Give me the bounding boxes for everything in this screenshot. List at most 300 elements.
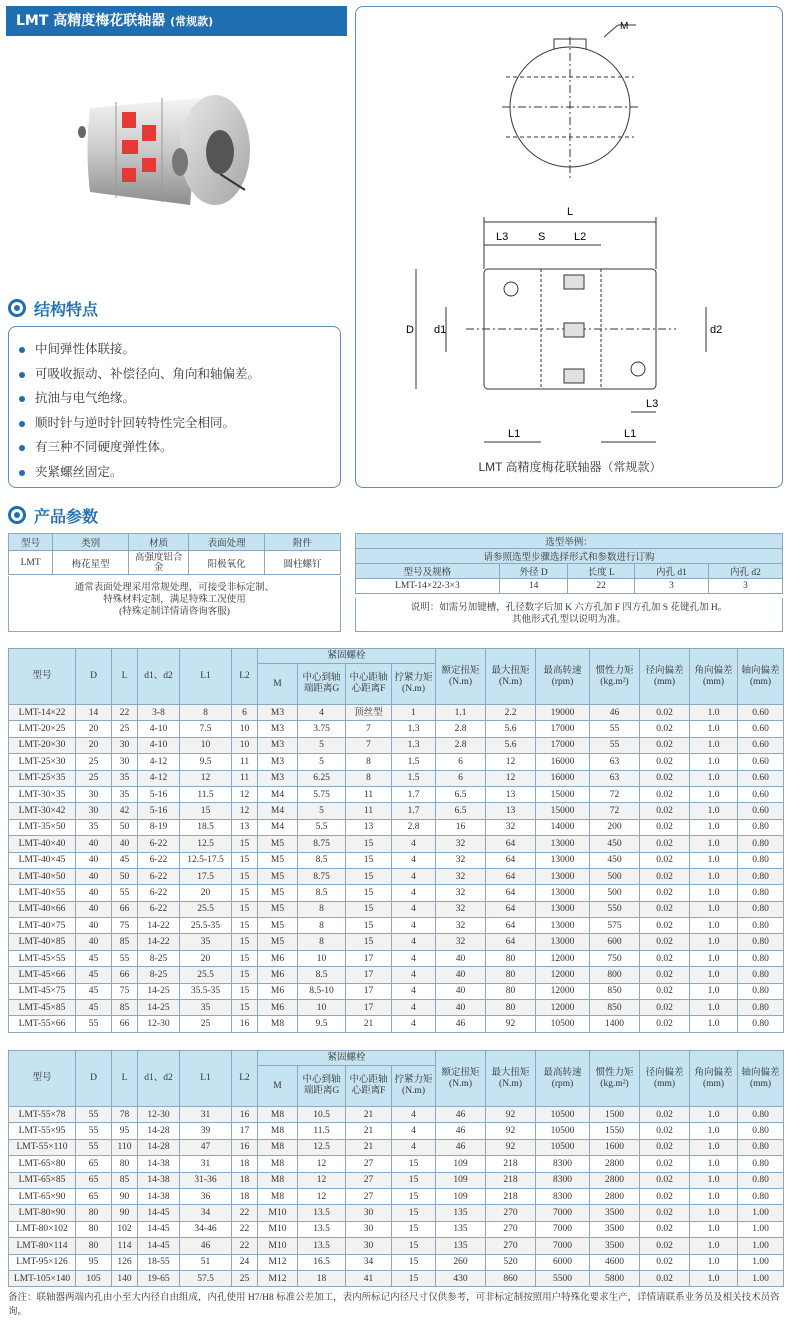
table-cell: 4: [298, 705, 346, 721]
table-cell: 95: [76, 1254, 112, 1270]
table-cell: 85: [112, 1172, 138, 1188]
feature-item: 中间弹性体联接。: [33, 337, 340, 362]
table-cell: 19000: [536, 705, 590, 721]
table-cell: 15: [346, 901, 392, 917]
table-cell: 20: [76, 721, 112, 737]
table-cell: 25: [232, 1270, 258, 1286]
table-cell: 12: [486, 770, 536, 786]
table-cell: 0.80: [738, 967, 784, 983]
table-row: [9, 1000, 784, 1016]
table-cell: 92: [486, 1139, 536, 1155]
table-cell: LMT-30×42: [9, 803, 76, 819]
table-cell: 20: [180, 950, 232, 966]
table-cell: 7000: [536, 1205, 590, 1221]
table-cell: 45: [76, 1000, 112, 1016]
table-cell: 80: [76, 1238, 112, 1254]
table-cell: 80: [486, 983, 536, 999]
table-row: [9, 901, 784, 917]
table-cell: 12-30: [138, 1016, 180, 1032]
table-cell: LMT-80×90: [9, 1205, 76, 1221]
table-cell: 12: [298, 1172, 346, 1188]
table-cell: 32: [436, 852, 486, 868]
table-cell: 0.80: [738, 934, 784, 950]
table-cell: LMT-65×90: [9, 1188, 76, 1204]
table-cell: M10: [258, 1221, 298, 1237]
params-note-line: 特殊材料定制，满足特殊工况使用: [103, 595, 246, 605]
table-cell: 32: [486, 819, 536, 835]
table-cell: 1.0: [690, 754, 738, 770]
table-cell: 78: [112, 1107, 138, 1123]
table-cell: M5: [258, 836, 298, 852]
table-row: [9, 1156, 784, 1172]
table-cell: 40: [76, 836, 112, 852]
table-cell: 0.02: [640, 1107, 690, 1123]
table-cell: 8: [346, 770, 392, 786]
table-cell: 1.0: [690, 1270, 738, 1286]
table-cell: 0.02: [640, 1188, 690, 1204]
table-cell: 110: [112, 1139, 138, 1155]
features-heading: 结构特点: [8, 296, 98, 320]
table-cell: M8: [258, 1156, 298, 1172]
table-cell: 36: [180, 1188, 232, 1204]
table-cell: 14-25: [138, 983, 180, 999]
table-cell: 5: [298, 754, 346, 770]
table-cell: 15: [232, 950, 258, 966]
example-instruction: 请参照选型步骤选择形式和参数进行订购: [356, 549, 783, 564]
table-cell: 8: [298, 918, 346, 934]
spec-col-axial: 轴向偏差(mm): [738, 649, 784, 705]
table-cell: 12000: [536, 950, 590, 966]
spec-col-f: 中心距轴心距离F: [346, 1066, 392, 1107]
table-row: [9, 1172, 784, 1188]
table-cell: 65: [76, 1172, 112, 1188]
example-cell: 3: [708, 579, 782, 594]
table-cell: 14: [76, 705, 112, 721]
title-subtitle: (常规款): [170, 15, 214, 28]
table-cell: 1500: [590, 1107, 640, 1123]
table-cell: 15: [346, 868, 392, 884]
spec-col-l: L: [112, 1051, 138, 1107]
table-cell: 218: [486, 1188, 536, 1204]
dim-label-l2: L2: [574, 231, 587, 243]
params-cell: 圆柱螺钉: [265, 551, 341, 575]
table-cell: 40: [76, 868, 112, 884]
table-cell: 0.80: [738, 819, 784, 835]
table-cell: 64: [486, 868, 536, 884]
spec-col-max-speed: 最高转速(rpm): [536, 649, 590, 705]
table-cell: 1.0: [690, 1172, 738, 1188]
example-col-header: 内孔 d2: [708, 564, 782, 579]
feature-item: 可吸收振动、补偿径向、角向和轴偏差。: [33, 362, 340, 387]
table-cell: 1.0: [690, 819, 738, 835]
table-cell: 20: [180, 885, 232, 901]
table-cell: 0.80: [738, 1107, 784, 1123]
table-cell: 12: [180, 770, 232, 786]
spec-col-angular: 角向偏差(mm): [690, 649, 738, 705]
table-cell: 22: [232, 1221, 258, 1237]
spec-col-l: L: [112, 649, 138, 705]
table-cell: 450: [590, 836, 640, 852]
table-cell: 0.02: [640, 1270, 690, 1286]
table-cell: LMT-30×35: [9, 786, 76, 802]
table-row: [9, 885, 784, 901]
table-cell: LMT-20×30: [9, 737, 76, 753]
params-col-header: 附件: [265, 534, 341, 551]
table-cell: 140: [112, 1270, 138, 1286]
example-col-header: 内孔 d1: [634, 564, 708, 579]
table-cell: 32: [436, 868, 486, 884]
table-cell: LMT-45×75: [9, 983, 76, 999]
table-cell: 15: [232, 868, 258, 884]
table-cell: 21: [346, 1107, 392, 1123]
table-cell: 32: [436, 901, 486, 917]
spec-col-d: D: [76, 649, 112, 705]
table-cell: 5: [298, 803, 346, 819]
spec-col-g: 中心到轴端距离G: [298, 1066, 346, 1107]
table-cell: 90: [112, 1205, 138, 1221]
table-cell: 10500: [536, 1016, 590, 1032]
params-cell: LMT: [9, 551, 53, 575]
table-cell: 0.60: [738, 803, 784, 819]
table-cell: 34-46: [180, 1221, 232, 1237]
technical-drawing-panel: [355, 6, 783, 488]
table-cell: 1.0: [690, 1139, 738, 1155]
table-cell: 40: [76, 885, 112, 901]
spec-col-bolt-group: 紧固螺栓: [258, 649, 436, 664]
table-cell: 30: [112, 754, 138, 770]
table-cell: 14-38: [138, 1156, 180, 1172]
table-cell: 0.60: [738, 786, 784, 802]
example-col-header: 外径 D: [499, 564, 568, 579]
table-cell: 4: [392, 934, 436, 950]
spec-table-1: [8, 648, 784, 1033]
params-cell: 高强度铝合金: [129, 551, 189, 575]
table-cell: 8-25: [138, 950, 180, 966]
table-cell: 1600: [590, 1139, 640, 1155]
table-cell: 18: [232, 1156, 258, 1172]
table-cell: 18: [232, 1188, 258, 1204]
table-cell: 15: [232, 885, 258, 901]
table-cell: 0.02: [640, 721, 690, 737]
spec-col-inertia: 惯性力矩(kg.m²): [590, 1051, 640, 1107]
example-cell: 14: [499, 579, 568, 594]
table-cell: 16: [436, 819, 486, 835]
table-cell: 7.5: [180, 721, 232, 737]
table-cell: 750: [590, 950, 640, 966]
table-row: [9, 918, 784, 934]
table-cell: 14-45: [138, 1205, 180, 1221]
table-cell: 7000: [536, 1238, 590, 1254]
section-circle-icon: [8, 299, 26, 317]
selection-example-table: [355, 533, 783, 594]
table-cell: 15: [346, 918, 392, 934]
table-cell: 0.80: [738, 1172, 784, 1188]
table-cell: 35: [76, 819, 112, 835]
table-cell: 10: [298, 950, 346, 966]
table-cell: LMT-40×75: [9, 918, 76, 934]
table-cell: 80: [76, 1205, 112, 1221]
table-cell: 22: [232, 1205, 258, 1221]
params-col-header: 材质: [129, 534, 189, 551]
table-cell: M4: [258, 803, 298, 819]
table-cell: 40: [436, 983, 486, 999]
table-cell: 0.02: [640, 1123, 690, 1139]
table-cell: LMT-40×45: [9, 852, 76, 868]
table-cell: 18: [298, 1270, 346, 1286]
table-cell: 109: [436, 1172, 486, 1188]
table-cell: 45: [76, 983, 112, 999]
table-cell: 1.00: [738, 1205, 784, 1221]
table-cell: 40: [76, 852, 112, 868]
table-row: [9, 754, 784, 770]
table-cell: 1.0: [690, 1016, 738, 1032]
table-cell: 20: [76, 737, 112, 753]
table-cell: 0.02: [640, 754, 690, 770]
table-row: [9, 1107, 784, 1123]
table-cell: 42: [112, 803, 138, 819]
table-cell: 35.5-35: [180, 983, 232, 999]
table-cell: 6000: [536, 1254, 590, 1270]
table-cell: 66: [112, 901, 138, 917]
table-cell: 500: [590, 868, 640, 884]
table-cell: 63: [590, 754, 640, 770]
example-note-line: 说明：如需另加键槽，孔径数字后加 K 六方孔加 F 四方孔加 S 花键孔加 H。: [410, 603, 728, 613]
table-cell: 80: [486, 1000, 536, 1016]
table-cell: 80: [486, 950, 536, 966]
table-cell: 12.5: [298, 1139, 346, 1155]
table-cell: 270: [486, 1238, 536, 1254]
table-cell: 1.0: [690, 852, 738, 868]
spec-col-rated-torque: 额定扭矩(N.m): [436, 1051, 486, 1107]
table-cell: 850: [590, 1000, 640, 1016]
table-cell: 55: [590, 737, 640, 753]
table-cell: 0.80: [738, 983, 784, 999]
table-cell: 1: [392, 705, 436, 721]
table-cell: 13.5: [298, 1238, 346, 1254]
table-cell: LMT-55×78: [9, 1107, 76, 1123]
table-cell: M8: [258, 1172, 298, 1188]
table-cell: 66: [112, 1016, 138, 1032]
table-cell: M10: [258, 1205, 298, 1221]
spec-col-bore: d1、d2: [138, 649, 180, 705]
feature-item: 有三种不同硬度弹性体。: [33, 435, 340, 460]
table-cell: 15: [232, 836, 258, 852]
table-cell: 4: [392, 983, 436, 999]
table-cell: M6: [258, 967, 298, 983]
table-cell: 1.0: [690, 1221, 738, 1237]
table-cell: M5: [258, 868, 298, 884]
table-row: [9, 852, 784, 868]
table-cell: 40: [436, 967, 486, 983]
table-cell: LMT-65×80: [9, 1156, 76, 1172]
spec-table-2: [8, 1050, 784, 1287]
table-cell: 4-10: [138, 737, 180, 753]
table-row: [9, 836, 784, 852]
table-cell: M6: [258, 950, 298, 966]
table-cell: 1.5: [392, 754, 436, 770]
dim-label-l1-left: L1: [508, 428, 521, 440]
table-cell: 80: [76, 1221, 112, 1237]
footnote: 备注：联轴器两端内孔由小至大内径自由组成，内孔使用 H7/H8 标准公差加工，表内所标记内径尺寸仅供参考，可非标定制按照用户特殊化要求生产，详情请联系业务员及相关技术员咨询。: [8, 1293, 780, 1317]
table-cell: 47: [180, 1139, 232, 1155]
table-cell: 55: [590, 721, 640, 737]
table-cell: 39: [180, 1123, 232, 1139]
table-cell: 13000: [536, 885, 590, 901]
table-cell: 4: [392, 901, 436, 917]
params-col-header: 型号: [9, 534, 53, 551]
table-cell: 2.8: [392, 819, 436, 835]
table-cell: 0.80: [738, 1139, 784, 1155]
table-cell: 6-22: [138, 885, 180, 901]
table-cell: 45: [76, 950, 112, 966]
table-cell: 13: [346, 819, 392, 835]
example-title: 选型举例：: [356, 534, 783, 549]
table-cell: 14-25: [138, 1000, 180, 1016]
table-cell: 14-45: [138, 1238, 180, 1254]
table-cell: 46: [180, 1238, 232, 1254]
table-cell: 64: [486, 934, 536, 950]
table-cell: 12: [298, 1188, 346, 1204]
table-cell: 1.0: [690, 950, 738, 966]
table-cell: LMT-65×85: [9, 1172, 76, 1188]
table-cell: M3: [258, 770, 298, 786]
table-cell: 1.0: [690, 1107, 738, 1123]
table-cell: 1.0: [690, 770, 738, 786]
table-cell: 1.00: [738, 1238, 784, 1254]
dim-label-l: L: [566, 206, 574, 218]
table-cell: 1.1: [436, 705, 486, 721]
table-cell: 15: [392, 1188, 436, 1204]
table-row: [9, 868, 784, 884]
params-col-header: 表面处理: [189, 534, 265, 551]
table-cell: LMT-40×85: [9, 934, 76, 950]
drawing-caption: LMT 高精度梅花联轴器（常规款）: [478, 460, 662, 474]
table-cell: 16: [232, 1139, 258, 1155]
table-cell: 0.80: [738, 885, 784, 901]
table-cell: 1.00: [738, 1270, 784, 1286]
table-cell: 13.5: [298, 1205, 346, 1221]
table-cell: 114: [112, 1238, 138, 1254]
table-row: [9, 1205, 784, 1221]
params-note-line: (特殊定制详情请咨询客服): [119, 607, 230, 617]
table-cell: 9.5: [298, 1016, 346, 1032]
table-cell: 31-36: [180, 1172, 232, 1188]
table-cell: 0.80: [738, 1123, 784, 1139]
table-cell: 0.02: [640, 918, 690, 934]
table-cell: 63: [590, 770, 640, 786]
table-cell: 10500: [536, 1107, 590, 1123]
table-cell: 11.5: [180, 786, 232, 802]
table-cell: 13000: [536, 868, 590, 884]
table-cell: 25: [76, 754, 112, 770]
table-cell: LMT-35×50: [9, 819, 76, 835]
table-cell: 13000: [536, 836, 590, 852]
table-cell: 4: [392, 1016, 436, 1032]
table-cell: 66: [112, 967, 138, 983]
table-cell: 0.02: [640, 950, 690, 966]
table-cell: M5: [258, 885, 298, 901]
table-cell: 2800: [590, 1172, 640, 1188]
table-cell: 109: [436, 1156, 486, 1172]
spec-col-d: D: [76, 1051, 112, 1107]
table-cell: 12000: [536, 1000, 590, 1016]
params-col-header: 类别: [53, 534, 129, 551]
table-cell: 0.80: [738, 1156, 784, 1172]
table-cell: 15000: [536, 786, 590, 802]
table-cell: 10: [232, 721, 258, 737]
table-cell: 0.02: [640, 852, 690, 868]
table-cell: 55: [76, 1139, 112, 1155]
table-cell: 40: [76, 901, 112, 917]
dim-label-m: M: [620, 21, 629, 32]
table-cell: 30: [346, 1221, 392, 1237]
table-cell: 35: [180, 1000, 232, 1016]
table-cell: 64: [486, 901, 536, 917]
table-row: [9, 770, 784, 786]
dim-label-l3-bottom: L3: [646, 398, 659, 410]
example-cell: LMT-14×22-3×3: [356, 579, 500, 594]
spec-col-inertia: 惯性力矩(kg.m²): [590, 649, 640, 705]
example-cell: 3: [634, 579, 708, 594]
table-cell: 17: [346, 950, 392, 966]
table-cell: 5.75: [298, 786, 346, 802]
table-cell: 0.02: [640, 901, 690, 917]
table-cell: 7: [346, 737, 392, 753]
table-cell: 55: [112, 950, 138, 966]
table-cell: LMT-55×110: [9, 1139, 76, 1155]
table-cell: LMT-80×102: [9, 1221, 76, 1237]
table-cell: 17.5: [180, 868, 232, 884]
table-cell: 1.0: [690, 1254, 738, 1270]
table-row: [9, 705, 784, 721]
spec-col-bolt-group: 紧固螺栓: [258, 1051, 436, 1066]
table-cell: M8: [258, 1016, 298, 1032]
table-cell: 218: [486, 1172, 536, 1188]
table-cell: 14-45: [138, 1221, 180, 1237]
table-cell: 550: [590, 901, 640, 917]
table-cell: 27: [346, 1188, 392, 1204]
table-cell: 1.0: [690, 868, 738, 884]
table-cell: 4: [392, 1107, 436, 1123]
table-cell: 12000: [536, 983, 590, 999]
table-cell: 17000: [536, 721, 590, 737]
spec-col-bore: d1、d2: [138, 1051, 180, 1107]
table-cell: 35: [112, 786, 138, 802]
table-cell: 0.60: [738, 737, 784, 753]
table-cell: 0.80: [738, 1000, 784, 1016]
table-cell: 270: [486, 1221, 536, 1237]
table-cell: M10: [258, 1238, 298, 1254]
table-cell: M3: [258, 705, 298, 721]
table-cell: 6.5: [436, 786, 486, 802]
table-cell: 4: [392, 967, 436, 983]
table-row: [9, 934, 784, 950]
table-cell: 22: [112, 705, 138, 721]
table-cell: 1.0: [690, 1156, 738, 1172]
table-cell: 10: [180, 737, 232, 753]
table-cell: 40: [112, 836, 138, 852]
table-cell: 30: [346, 1238, 392, 1254]
table-cell: 0.02: [640, 967, 690, 983]
table-cell: 46: [436, 1139, 486, 1155]
table-cell: 6.25: [298, 770, 346, 786]
coupling-photo: [70, 80, 260, 220]
table-cell: 12: [232, 786, 258, 802]
table-cell: 64: [486, 918, 536, 934]
table-cell: 15: [232, 967, 258, 983]
table-cell: 15: [392, 1156, 436, 1172]
example-note-line: 其他形式孔型以说明为准。: [511, 615, 626, 625]
